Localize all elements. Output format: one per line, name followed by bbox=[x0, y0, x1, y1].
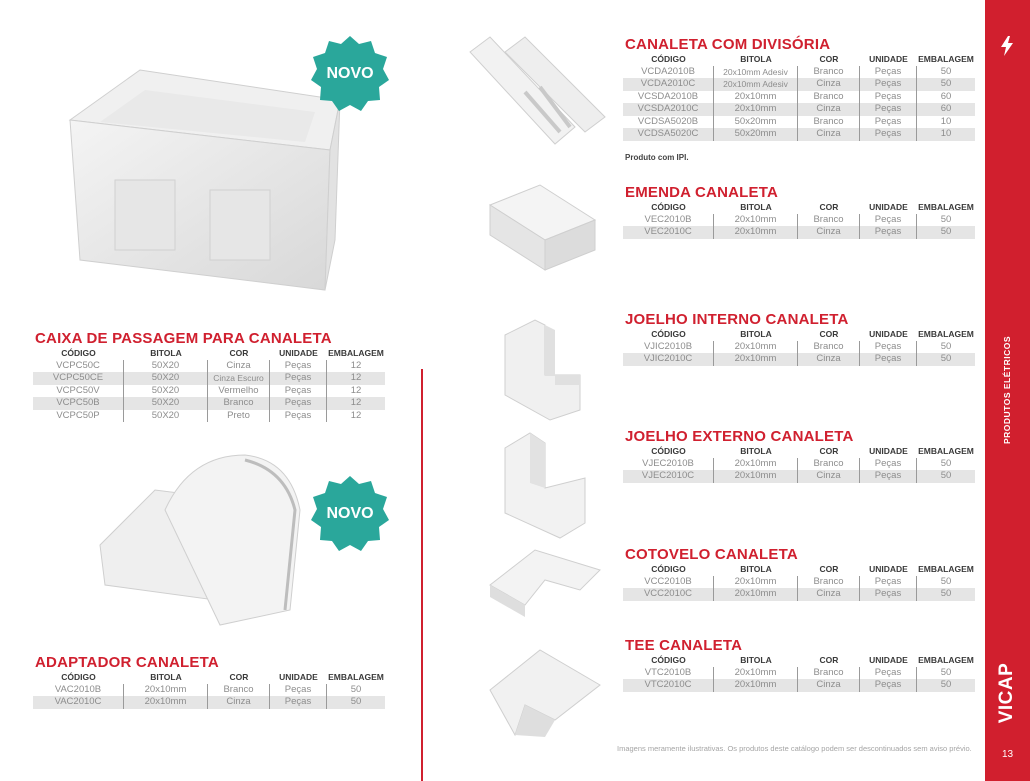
table-cell: VCDSA5020C bbox=[623, 128, 714, 141]
section-title-emenda: EMENDA CANALETA bbox=[625, 184, 778, 201]
tee-image bbox=[485, 645, 605, 740]
column-header: CÓDIGO bbox=[651, 446, 686, 456]
canaleta-divisoria-image bbox=[465, 32, 610, 150]
column-header: COR bbox=[819, 202, 839, 212]
table-cell: Peças bbox=[860, 470, 917, 483]
table-cell: Peças bbox=[860, 91, 917, 104]
table-cell: 50 bbox=[350, 683, 362, 695]
table-cell: 50 bbox=[940, 353, 952, 364]
table-cell: Peças bbox=[860, 226, 917, 239]
table-cell: 12 bbox=[350, 359, 362, 371]
table-cell: VCPC50B bbox=[33, 397, 124, 410]
column-header: EMBALAGEM bbox=[918, 329, 974, 339]
table-header bbox=[623, 53, 975, 66]
column-header: UNIDADE bbox=[869, 202, 908, 212]
table-cell: Peças bbox=[270, 696, 327, 709]
table-cell: 50 bbox=[940, 340, 952, 352]
column-header: UNIDADE bbox=[869, 446, 908, 456]
table-cell: Cinza Escuro bbox=[208, 372, 270, 385]
table-cell: Branco bbox=[798, 214, 860, 227]
table-cell: Branco bbox=[798, 66, 860, 79]
column-header: BITOLA bbox=[740, 329, 772, 339]
table-cell: 20x10mm bbox=[714, 588, 798, 601]
table-cell: 20x10mm bbox=[714, 214, 798, 227]
table-cell: VEC2010B bbox=[623, 214, 714, 227]
table-cell: Branco bbox=[798, 458, 860, 471]
table-cell: VCDA2010B bbox=[623, 66, 714, 79]
table-cell: 50 bbox=[940, 226, 952, 237]
table-header bbox=[623, 445, 975, 458]
table-header bbox=[623, 563, 975, 576]
table-row bbox=[623, 78, 975, 91]
table-row bbox=[33, 696, 385, 709]
table-row bbox=[623, 226, 975, 239]
column-divider bbox=[421, 369, 423, 781]
column-header: UNIDADE bbox=[869, 54, 908, 64]
column-header: COR bbox=[819, 446, 839, 456]
table-cell: 20x10mm bbox=[714, 103, 798, 116]
table-row bbox=[623, 341, 975, 354]
table-cell: 20x10mm bbox=[714, 458, 798, 471]
table-cell: VTC2010B bbox=[623, 667, 714, 680]
lightning-icon bbox=[999, 36, 1015, 56]
table-row bbox=[623, 353, 975, 366]
table-row bbox=[623, 66, 975, 79]
column-header: CÓDIGO bbox=[651, 655, 686, 665]
table-cell: 50 bbox=[940, 666, 952, 678]
table-cell: VAC2010C bbox=[33, 696, 124, 709]
table-cell: 50 bbox=[350, 696, 362, 707]
column-header: BITOLA bbox=[150, 672, 182, 682]
table-cell: VJEC2010B bbox=[623, 458, 714, 471]
table-cell: Cinza bbox=[798, 470, 860, 483]
table-cell: Peças bbox=[860, 667, 917, 680]
table-cell: 60 bbox=[940, 90, 952, 102]
table-cell: Peças bbox=[860, 214, 917, 227]
table-cell: 12 bbox=[350, 384, 362, 396]
table-header bbox=[33, 671, 385, 684]
table-cell: 20x10mm bbox=[714, 679, 798, 692]
table-cell: Preto bbox=[208, 410, 270, 423]
column-header: UNIDADE bbox=[869, 655, 908, 665]
table-cell: 12 bbox=[350, 409, 362, 421]
table-cell: Peças bbox=[860, 679, 917, 692]
table-cell: VCSDA2010C bbox=[623, 103, 714, 116]
table-cell: 20x10mm bbox=[714, 91, 798, 104]
table-row bbox=[623, 103, 975, 116]
table-row bbox=[623, 470, 975, 483]
column-header: COR bbox=[229, 672, 249, 682]
table-cell: Peças bbox=[860, 458, 917, 471]
column-header: BITOLA bbox=[740, 202, 772, 212]
table-cell: Peças bbox=[270, 684, 327, 697]
table-cell: VJEC2010C bbox=[623, 470, 714, 483]
column-header: EMBALAGEM bbox=[918, 655, 974, 665]
brand-logo: VICAP bbox=[996, 662, 1017, 724]
table-cell: 20x10mm Adesiv bbox=[714, 78, 798, 91]
table-cell: Peças bbox=[860, 576, 917, 589]
table-cell: Peças bbox=[270, 360, 327, 373]
table-cell: Peças bbox=[860, 78, 917, 91]
table-cell: 50 bbox=[940, 588, 952, 599]
table-cell: VCDSA5020B bbox=[623, 116, 714, 129]
table-cell: VJIC2010B bbox=[623, 341, 714, 354]
table-cell: VCDA2010C bbox=[623, 78, 714, 91]
table-cell: 20x10mm bbox=[714, 226, 798, 239]
table-cell: Peças bbox=[860, 588, 917, 601]
section-title-canaleta-divisoria: CANALETA COM DIVISÓRIA bbox=[625, 36, 831, 53]
table-cell: 20x10mm bbox=[714, 341, 798, 354]
table-cell: Peças bbox=[270, 372, 327, 385]
column-header: COR bbox=[819, 54, 839, 64]
column-header: CÓDIGO bbox=[61, 348, 96, 358]
table-cell: 60 bbox=[940, 103, 952, 114]
table-row bbox=[623, 576, 975, 589]
table-row bbox=[623, 679, 975, 692]
table-cell: 10 bbox=[940, 128, 952, 139]
table-cell: 50x20mm bbox=[714, 116, 798, 129]
column-header: CÓDIGO bbox=[651, 54, 686, 64]
table-cell: Branco bbox=[208, 684, 270, 697]
table-row bbox=[33, 684, 385, 697]
adaptador-image bbox=[95, 450, 305, 635]
table-cell: Branco bbox=[798, 91, 860, 104]
table-cell: 20x10mm Adesiv bbox=[714, 66, 798, 79]
table-row bbox=[623, 667, 975, 680]
table-canaleta-divisoria bbox=[623, 53, 975, 141]
table-row bbox=[623, 588, 975, 601]
novo-badge-top-label: NOVO bbox=[326, 65, 374, 82]
table-cell: Peças bbox=[270, 410, 327, 423]
section-title-joelho-externo: JOELHO EXTERNO CANALETA bbox=[625, 428, 854, 445]
table-cell: Cinza bbox=[208, 360, 270, 373]
table-cell: Branco bbox=[208, 397, 270, 410]
column-header: CÓDIGO bbox=[61, 672, 96, 682]
table-cell: Cinza bbox=[208, 696, 270, 709]
table-cell: Peças bbox=[860, 103, 917, 116]
table-cell: 20x10mm bbox=[714, 470, 798, 483]
column-header: EMBALAGEM bbox=[918, 446, 974, 456]
table-cell: VTC2010C bbox=[623, 679, 714, 692]
column-header: EMBALAGEM bbox=[918, 54, 974, 64]
table-adaptador bbox=[33, 671, 385, 709]
joelho-interno-image bbox=[500, 315, 585, 425]
section-title-caixa-passagem: CAIXA DE PASSAGEM PARA CANALETA bbox=[35, 330, 332, 347]
table-cell: Cinza bbox=[798, 128, 860, 141]
table-cell: Peças bbox=[860, 66, 917, 79]
sidebar bbox=[985, 0, 1030, 781]
table-row bbox=[623, 214, 975, 227]
table-cell: 12 bbox=[350, 372, 362, 383]
column-header: BITOLA bbox=[740, 564, 772, 574]
table-cell: 50 bbox=[940, 679, 952, 690]
table-cell: 10 bbox=[940, 115, 952, 127]
column-header: COR bbox=[819, 655, 839, 665]
caixa-passagem-image bbox=[60, 60, 350, 310]
table-cell: 50X20 bbox=[124, 372, 208, 385]
table-cell: Vermelho bbox=[208, 385, 270, 398]
table-cotovelo bbox=[623, 563, 975, 601]
column-header: BITOLA bbox=[740, 54, 772, 64]
column-header: CÓDIGO bbox=[651, 329, 686, 339]
column-header: BITOLA bbox=[740, 655, 772, 665]
table-cell: 50X20 bbox=[124, 410, 208, 423]
column-header: UNIDADE bbox=[279, 672, 318, 682]
table-row bbox=[33, 385, 385, 398]
section-title-joelho-interno: JOELHO INTERNO CANALETA bbox=[625, 311, 849, 328]
category-label: PRODUTOS ELÉTRICOS bbox=[1002, 335, 1012, 445]
column-header: UNIDADE bbox=[869, 564, 908, 574]
joelho-externo-image bbox=[500, 428, 590, 543]
table-cell: 50x20mm bbox=[714, 128, 798, 141]
section-title-cotovelo: COTOVELO CANALETA bbox=[625, 546, 798, 563]
table-header bbox=[623, 328, 975, 341]
table-cell: Branco bbox=[798, 341, 860, 354]
column-header: BITOLA bbox=[150, 348, 182, 358]
table-row bbox=[623, 116, 975, 129]
column-header: UNIDADE bbox=[279, 348, 318, 358]
table-cell: Cinza bbox=[798, 78, 860, 91]
table-cell: 20x10mm bbox=[124, 684, 208, 697]
table-header bbox=[623, 654, 975, 667]
table-cell: 12 bbox=[350, 397, 362, 408]
emenda-image bbox=[485, 180, 600, 275]
table-joelho-interno bbox=[623, 328, 975, 366]
table-cell: Cinza bbox=[798, 226, 860, 239]
table-row bbox=[623, 128, 975, 141]
table-cell: Branco bbox=[798, 667, 860, 680]
column-header: EMBALAGEM bbox=[918, 564, 974, 574]
ipi-note: Produto com IPI. bbox=[625, 153, 689, 162]
table-cell: Cinza bbox=[798, 679, 860, 692]
novo-badge-bottom-label: NOVO bbox=[326, 505, 374, 522]
table-cell: 50X20 bbox=[124, 360, 208, 373]
table-cell: Cinza bbox=[798, 353, 860, 366]
table-row bbox=[33, 410, 385, 423]
table-cell: VCPC50CE bbox=[33, 372, 124, 385]
column-header: EMBALAGEM bbox=[328, 348, 384, 358]
table-joelho-externo bbox=[623, 445, 975, 483]
table-row bbox=[33, 372, 385, 385]
section-title-adaptador: ADAPTADOR CANALETA bbox=[35, 654, 219, 671]
table-cell: Peças bbox=[860, 116, 917, 129]
table-cell: Cinza bbox=[798, 588, 860, 601]
table-cell: Branco bbox=[798, 576, 860, 589]
table-cell: Branco bbox=[798, 116, 860, 129]
column-header: UNIDADE bbox=[869, 329, 908, 339]
table-cell: Peças bbox=[860, 341, 917, 354]
table-cell: VCC2010B bbox=[623, 576, 714, 589]
table-header bbox=[623, 201, 975, 214]
table-cell: VCSDA2010B bbox=[623, 91, 714, 104]
cotovelo-image bbox=[485, 545, 605, 620]
table-cell: 50X20 bbox=[124, 397, 208, 410]
column-header: EMBALAGEM bbox=[328, 672, 384, 682]
table-tee bbox=[623, 654, 975, 692]
table-cell: Peças bbox=[860, 353, 917, 366]
column-header: BITOLA bbox=[740, 446, 772, 456]
table-cell: 50X20 bbox=[124, 385, 208, 398]
table-caixa-passagem bbox=[33, 347, 385, 422]
column-header: CÓDIGO bbox=[651, 202, 686, 212]
column-header: COR bbox=[229, 348, 249, 358]
table-cell: 50 bbox=[940, 65, 952, 77]
table-cell: VCPC50C bbox=[33, 360, 124, 373]
column-header: COR bbox=[819, 329, 839, 339]
table-cell: Peças bbox=[270, 397, 327, 410]
table-cell: 20x10mm bbox=[714, 667, 798, 680]
table-cell: VCC2010C bbox=[623, 588, 714, 601]
table-cell: 50 bbox=[940, 213, 952, 225]
table-cell: 20x10mm bbox=[714, 576, 798, 589]
table-cell: 50 bbox=[940, 470, 952, 481]
table-cell: 50 bbox=[940, 575, 952, 587]
table-cell: VCPC50P bbox=[33, 410, 124, 423]
table-cell: VEC2010C bbox=[623, 226, 714, 239]
table-cell: VCPC50V bbox=[33, 385, 124, 398]
page-number: 13 bbox=[1001, 749, 1014, 760]
table-emenda bbox=[623, 201, 975, 239]
table-cell: VJIC2010C bbox=[623, 353, 714, 366]
table-row bbox=[623, 91, 975, 104]
column-header: EMBALAGEM bbox=[918, 202, 974, 212]
table-cell: 20x10mm bbox=[124, 696, 208, 709]
table-cell: 50 bbox=[940, 78, 952, 89]
column-header: CÓDIGO bbox=[651, 564, 686, 574]
table-row bbox=[33, 360, 385, 373]
column-header: COR bbox=[819, 564, 839, 574]
section-title-tee: TEE CANALETA bbox=[625, 637, 743, 654]
table-row bbox=[623, 458, 975, 471]
table-cell: 20x10mm bbox=[714, 353, 798, 366]
table-cell: Peças bbox=[860, 128, 917, 141]
table-row bbox=[33, 397, 385, 410]
disclaimer: Imagens meramente ilustrativas. Os produtos deste catálogo podem ser descontinuados sem aviso prévio. bbox=[617, 744, 972, 753]
table-cell: 50 bbox=[940, 457, 952, 469]
table-header bbox=[33, 347, 385, 360]
table-cell: VAC2010B bbox=[33, 684, 124, 697]
table-cell: Peças bbox=[270, 385, 327, 398]
table-cell: Cinza bbox=[798, 103, 860, 116]
